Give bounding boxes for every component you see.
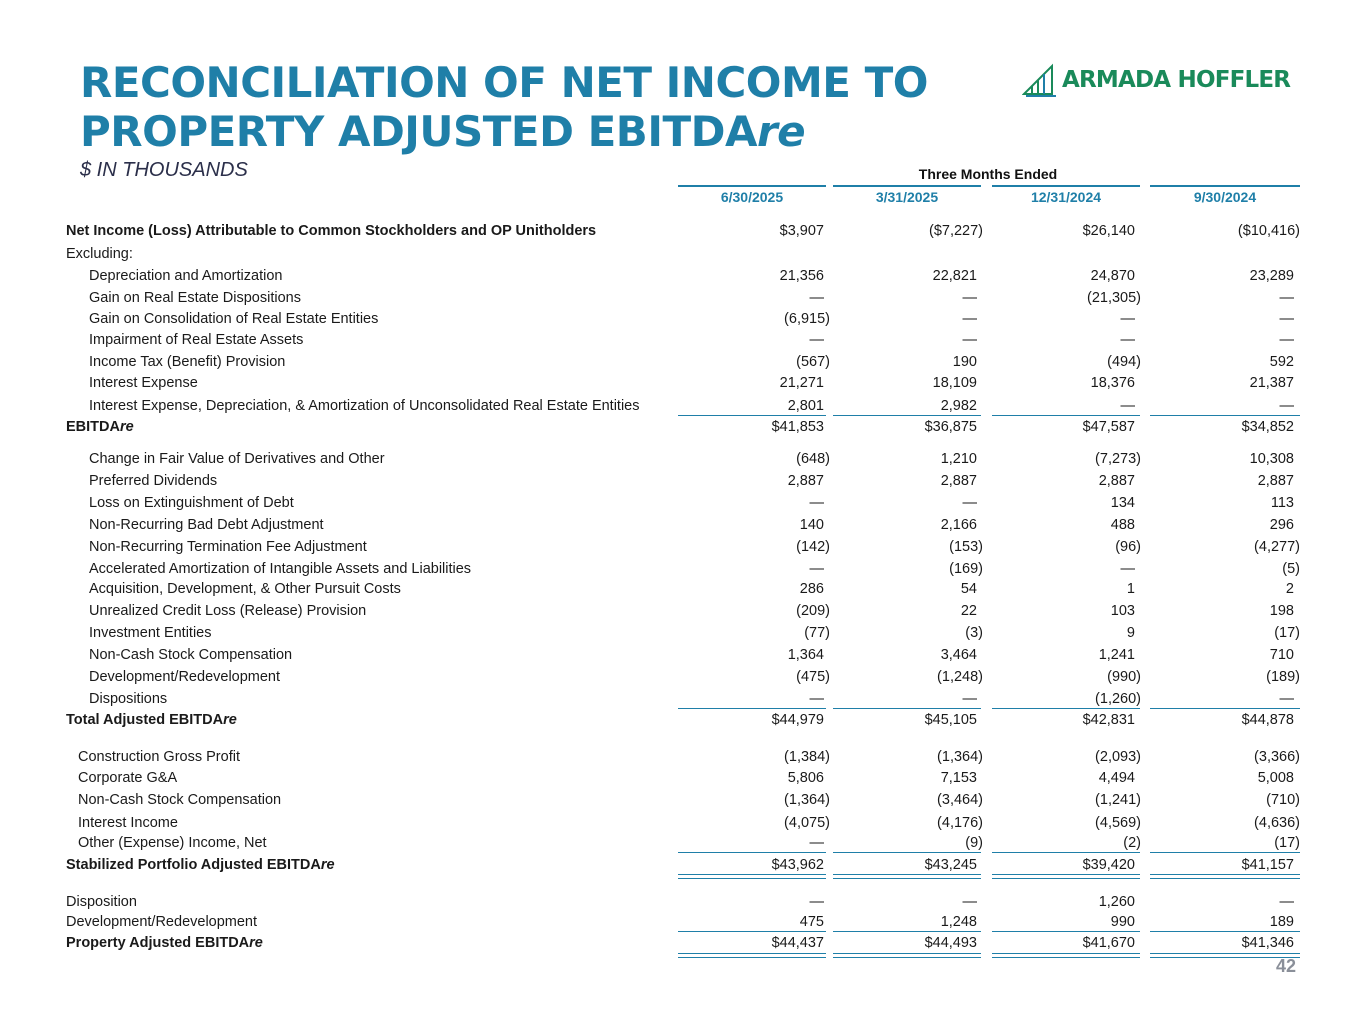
value-cell: $41,157	[1241, 857, 1294, 873]
table-row	[0, 710, 1365, 730]
value-cell: (2,093)	[1095, 749, 1141, 765]
table-row	[0, 266, 1365, 286]
value-cell: (1,241)	[1095, 792, 1141, 808]
total-rule	[1150, 415, 1300, 416]
value-cell: —	[1120, 398, 1135, 414]
value-cell: (1,384)	[784, 749, 830, 765]
row-label-main: Total Adjusted EBITDA	[66, 712, 224, 728]
value-cell: 3,464	[940, 647, 977, 663]
table-row	[0, 559, 1365, 579]
table-row	[0, 471, 1365, 491]
value-cell: (96)	[1115, 539, 1141, 555]
value-cell: (4,569)	[1095, 815, 1141, 831]
row-label: Non-Recurring Termination Fee Adjustment	[89, 539, 367, 555]
value-cell: (17)	[1274, 625, 1300, 641]
value-cell: 5,806	[787, 770, 824, 786]
value-cell: (1,248)	[937, 669, 983, 685]
table-row	[0, 352, 1365, 372]
value-cell: (4,636)	[1254, 815, 1300, 831]
row-label: Preferred Dividends	[89, 473, 218, 489]
column-header: 6/30/2025	[678, 185, 826, 207]
row-label-suffix: re	[249, 935, 263, 951]
table-row	[0, 747, 1365, 767]
value-cell: ($10,416)	[1237, 223, 1300, 239]
column-header: 9/30/2024	[1150, 185, 1300, 207]
total-rule	[678, 953, 826, 954]
value-cell: (77)	[804, 625, 830, 641]
value-cell: —	[809, 561, 824, 577]
units-subtitle: $ IN THOUSANDS	[80, 159, 248, 181]
value-cell: (169)	[949, 561, 983, 577]
value-cell: 24,870	[1090, 268, 1135, 284]
value-cell: —	[1279, 332, 1294, 348]
value-cell: 2,887	[1098, 473, 1135, 489]
row-label-suffix: re	[119, 419, 134, 435]
value-cell: —	[962, 894, 977, 910]
value-cell: (7,273)	[1095, 451, 1141, 467]
value-cell: 7,153	[940, 770, 977, 786]
value-cell: 2,887	[1257, 473, 1294, 489]
value-cell: $41,853	[771, 419, 824, 435]
value-cell: (990)	[1107, 669, 1141, 685]
value-cell: (475)	[796, 669, 830, 685]
row-label: Disposition	[66, 894, 137, 910]
row-label: Interest Income	[78, 815, 178, 831]
row-label: Impairment of Real Estate Assets	[89, 332, 304, 348]
value-cell: 2,801	[787, 398, 824, 414]
table-row	[0, 667, 1365, 687]
row-label: Excluding:	[66, 246, 133, 262]
value-cell: 488	[1110, 517, 1135, 533]
value-cell: 21,356	[779, 268, 824, 284]
table-row	[0, 396, 1365, 416]
value-cell: $36,875	[924, 419, 977, 435]
value-cell: 1,364	[787, 647, 824, 663]
value-cell: —	[1279, 894, 1294, 910]
value-cell: $44,437	[771, 935, 824, 951]
total-rule	[1150, 953, 1300, 954]
value-cell: $44,979	[771, 712, 824, 728]
table-row	[0, 892, 1365, 912]
row-label: Development/Redevelopment	[66, 914, 258, 930]
value-cell: (494)	[1107, 354, 1141, 370]
value-cell: $44,878	[1241, 712, 1294, 728]
total-rule	[833, 953, 981, 954]
row-label: Non-Cash Stock Compensation	[89, 647, 293, 663]
value-cell: —	[962, 332, 977, 348]
row-label-main: Stabilized Portfolio Adjusted EBITDA	[66, 857, 321, 873]
value-cell: 990	[1110, 914, 1135, 930]
value-cell: (648)	[796, 451, 830, 467]
total-rule	[833, 708, 981, 709]
table-row	[0, 221, 1365, 241]
title-line-2-suffix: re	[756, 107, 806, 156]
table-row	[0, 933, 1365, 953]
value-cell: (710)	[1266, 792, 1300, 808]
value-cell: 18,376	[1090, 375, 1135, 391]
column-header: 12/31/2024	[992, 185, 1140, 207]
value-cell: (1,364)	[784, 792, 830, 808]
value-cell: $47,587	[1082, 419, 1135, 435]
value-cell: $43,245	[924, 857, 977, 873]
value-cell: —	[962, 495, 977, 511]
value-cell: —	[962, 311, 977, 327]
value-cell: (4,277)	[1254, 539, 1300, 555]
total-rule	[992, 708, 1140, 709]
value-cell: —	[1120, 332, 1135, 348]
value-cell: (142)	[796, 539, 830, 555]
value-cell: 22	[960, 603, 977, 619]
column-group-header: Three Months Ended	[918, 166, 1058, 182]
table-row	[0, 813, 1365, 833]
table-row	[0, 537, 1365, 557]
value-cell: —	[1279, 691, 1294, 707]
page-number: 42	[1275, 956, 1296, 976]
table-row	[0, 645, 1365, 665]
value-cell: (5)	[1282, 561, 1300, 577]
row-label: Gain on Real Estate Dispositions	[89, 290, 301, 306]
value-cell: 296	[1269, 517, 1294, 533]
value-cell: (6,915)	[784, 311, 830, 327]
value-cell: (3)	[965, 625, 983, 641]
row-label: Non-Cash Stock Compensation	[78, 792, 282, 808]
row-label-suffix: re	[223, 712, 237, 728]
value-cell: —	[1279, 398, 1294, 414]
value-cell: 2,166	[940, 517, 977, 533]
table-row	[0, 417, 1365, 437]
value-cell: 2,887	[940, 473, 977, 489]
title-line-2: PROPERTY ADJUSTED EBITDA	[80, 107, 757, 156]
table-row	[0, 493, 1365, 513]
value-cell: $43,962	[771, 857, 824, 873]
value-cell: —	[1120, 561, 1135, 577]
value-cell: $41,346	[1241, 935, 1294, 951]
value-cell: —	[962, 691, 977, 707]
row-label: Net Income (Loss) Attributable to Common Stockholders and OP Unitholders	[66, 223, 597, 239]
row-label: Loss on Extinguishment of Debt	[89, 495, 294, 511]
value-cell: 710	[1269, 647, 1294, 663]
value-cell: 140	[799, 517, 824, 533]
row-label: Accelerated Amortization of Intangible Assets and Liabilities	[89, 561, 472, 577]
table-row	[0, 515, 1365, 535]
logo-wordmark: ARMADA HOFFLER	[1062, 67, 1291, 93]
value-cell: (3,464)	[937, 792, 983, 808]
table-row	[0, 373, 1365, 393]
value-cell: 5,008	[1257, 770, 1294, 786]
value-cell: —	[809, 835, 824, 851]
total-rule	[1150, 708, 1300, 709]
value-cell: 286	[799, 581, 824, 597]
row-label	[66, 855, 335, 875]
table-row	[0, 912, 1365, 932]
value-cell: 2,982	[940, 398, 977, 414]
value-cell: (3,366)	[1254, 749, 1300, 765]
value-cell: 1	[1126, 581, 1135, 597]
table-row	[0, 833, 1365, 853]
row-label-main: Property Adjusted EBITDA	[66, 935, 250, 951]
row-label: Unrealized Credit Loss (Release) Provision	[89, 603, 367, 619]
value-cell: (209)	[796, 603, 830, 619]
row-label: Interest Expense	[89, 375, 198, 391]
value-cell: $39,420	[1082, 857, 1135, 873]
value-cell: 190	[952, 354, 977, 370]
value-cell: —	[1279, 290, 1294, 306]
row-label: Other (Expense) Income, Net	[78, 835, 267, 851]
row-label: Non-Recurring Bad Debt Adjustment	[89, 517, 324, 533]
table-row	[0, 689, 1365, 709]
total-rule	[833, 931, 981, 932]
value-cell: (153)	[949, 539, 983, 555]
value-cell: —	[809, 332, 824, 348]
column-header: 3/31/2025	[833, 185, 981, 207]
value-cell: 1,210	[940, 451, 977, 467]
table-row	[0, 449, 1365, 469]
value-cell: (2)	[1123, 835, 1141, 851]
value-cell: $41,670	[1082, 935, 1135, 951]
row-label	[66, 417, 134, 437]
table-row	[0, 244, 1365, 264]
value-cell: 475	[799, 914, 824, 930]
value-cell: $3,907	[779, 223, 824, 239]
total-rule	[678, 708, 826, 709]
value-cell: 9	[1126, 625, 1135, 641]
value-cell: 189	[1269, 914, 1294, 930]
total-rule	[992, 953, 1140, 954]
row-label: Corporate G&A	[78, 770, 178, 786]
value-cell: (1,260)	[1095, 691, 1141, 707]
value-cell: (4,176)	[937, 815, 983, 831]
value-cell: ($7,227)	[928, 223, 983, 239]
value-cell: —	[809, 290, 824, 306]
total-rule	[833, 415, 981, 416]
value-cell: $45,105	[924, 712, 977, 728]
total-rule	[678, 874, 826, 875]
row-label: Gain on Consolidation of Real Estate Entities	[89, 311, 379, 327]
table-row	[0, 309, 1365, 329]
value-cell: (21,305)	[1086, 290, 1141, 306]
value-cell: 22,821	[932, 268, 977, 284]
armada-hoffler-logo-icon	[1022, 62, 1060, 98]
table-row	[0, 855, 1365, 875]
value-cell: —	[809, 894, 824, 910]
total-rule	[678, 415, 826, 416]
table-row	[0, 623, 1365, 643]
value-cell: 18,109	[932, 375, 977, 391]
row-label: Dispositions	[89, 691, 168, 707]
total-rule	[833, 852, 981, 853]
value-cell: 10,308	[1249, 451, 1294, 467]
row-label: Interest Expense, Depreciation, & Amortization of Unconsolidated Real Estate Entities	[89, 398, 640, 414]
row-label: Investment Entities	[89, 625, 212, 641]
row-label: Development/Redevelopment	[89, 669, 281, 685]
value-cell: 54	[960, 581, 977, 597]
table-row	[0, 330, 1365, 350]
value-cell: (4,075)	[784, 815, 830, 831]
value-cell: 2,887	[787, 473, 824, 489]
table-row	[0, 768, 1365, 788]
value-cell: 1,248	[940, 914, 977, 930]
row-label-suffix: re	[320, 857, 335, 873]
value-cell: 1,260	[1098, 894, 1135, 910]
total-rule	[678, 852, 826, 853]
total-rule	[1150, 852, 1300, 853]
value-cell: $44,493	[924, 935, 977, 951]
total-rule	[992, 931, 1140, 932]
value-cell: —	[809, 495, 824, 511]
row-label: Income Tax (Benefit) Provision	[89, 354, 286, 370]
row-label	[66, 710, 237, 730]
total-rule	[1150, 874, 1300, 875]
table-row	[0, 288, 1365, 308]
page-title	[80, 58, 928, 156]
value-cell: 21,387	[1249, 375, 1294, 391]
row-label	[66, 933, 263, 953]
value-cell: 134	[1110, 495, 1135, 511]
value-cell: —	[1120, 311, 1135, 327]
value-cell: $42,831	[1082, 712, 1135, 728]
value-cell: $34,852	[1241, 419, 1294, 435]
total-rule	[678, 931, 826, 932]
row-label: Change in Fair Value of Derivatives and Other	[89, 451, 385, 467]
company-logo	[1022, 62, 1290, 98]
total-rule	[833, 874, 981, 875]
row-label: Depreciation and Amortization	[89, 268, 283, 284]
value-cell: —	[809, 691, 824, 707]
value-cell: (189)	[1266, 669, 1300, 685]
row-label: Acquisition, Development, & Other Pursuit Costs	[89, 581, 401, 597]
table-row	[0, 790, 1365, 810]
value-cell: (1,364)	[937, 749, 983, 765]
table-row	[0, 601, 1365, 621]
table-row	[0, 579, 1365, 599]
value-cell: —	[962, 290, 977, 306]
value-cell: 1,241	[1098, 647, 1135, 663]
total-rule	[992, 415, 1140, 416]
value-cell: (567)	[796, 354, 830, 370]
value-cell: 198	[1269, 603, 1294, 619]
value-cell: 21,271	[779, 375, 824, 391]
value-cell: 103	[1110, 603, 1135, 619]
value-cell: (17)	[1274, 835, 1300, 851]
total-rule	[1150, 931, 1300, 932]
value-cell: (9)	[965, 835, 983, 851]
total-rule	[992, 852, 1140, 853]
value-cell: 4,494	[1098, 770, 1135, 786]
value-cell: 23,289	[1249, 268, 1294, 284]
value-cell: 113	[1270, 495, 1294, 511]
value-cell: 2	[1285, 581, 1294, 597]
row-label: Construction Gross Profit	[78, 749, 240, 765]
value-cell: 592	[1269, 354, 1294, 370]
total-rule	[992, 874, 1140, 875]
value-cell: $26,140	[1082, 223, 1135, 239]
title-line-1: RECONCILIATION OF NET INCOME TO	[80, 58, 928, 107]
row-label-main: EBITDA	[66, 419, 120, 435]
value-cell: —	[1279, 311, 1294, 327]
